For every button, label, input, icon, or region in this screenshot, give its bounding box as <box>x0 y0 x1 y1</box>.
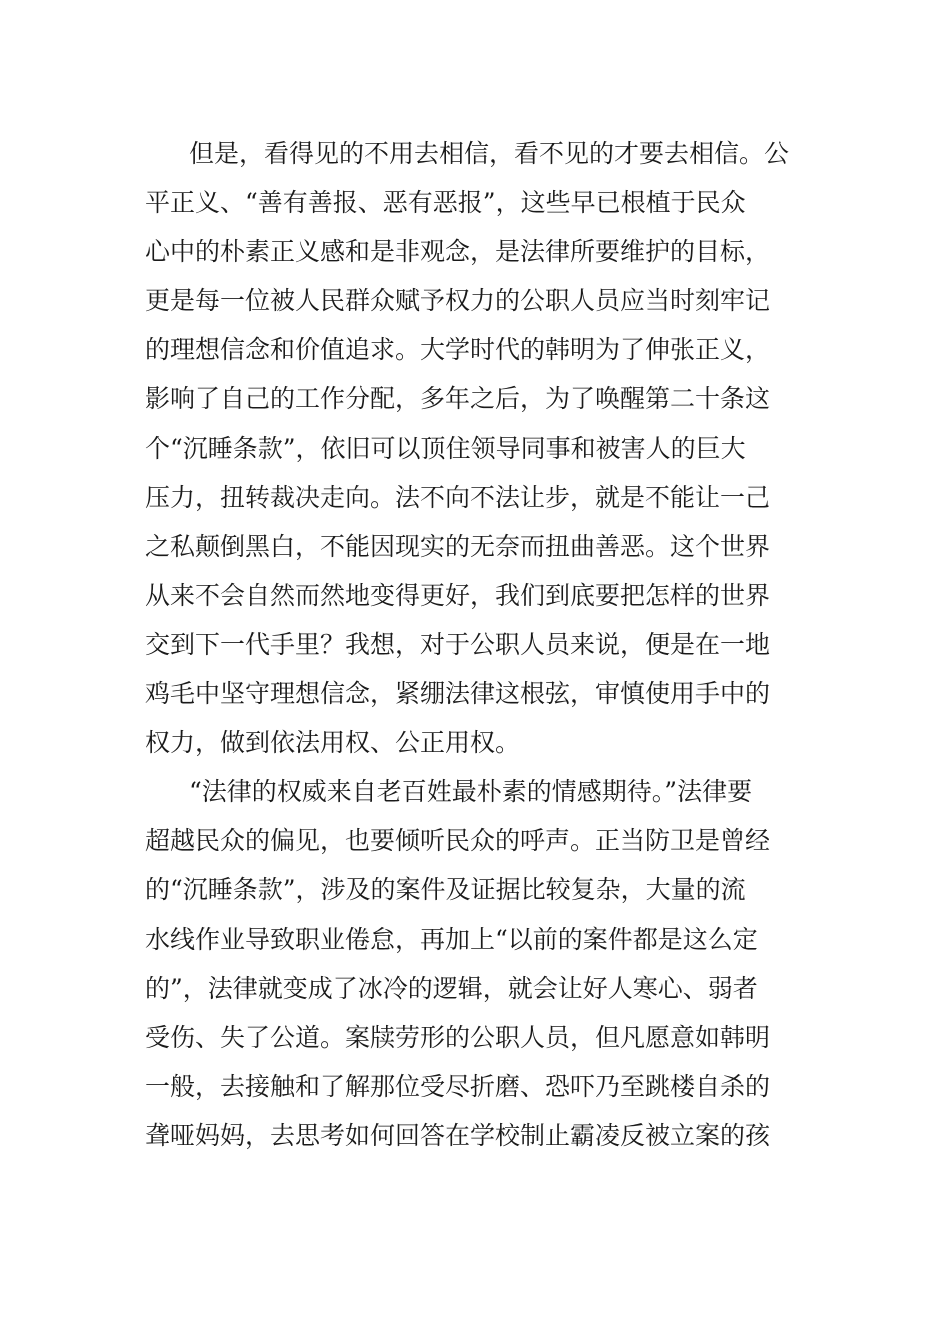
text-line: 鸡毛中坚守理想信念，紧绷法律这根弦，审慎使用手中的 <box>145 679 771 709</box>
text-line: 之私颠倒黑白，不能因现实的无奈而扭曲善恶。这个世界 <box>145 531 771 561</box>
text-line: 从来不会自然而然地变得更好，我们到底要把怎样的世界 <box>145 580 771 610</box>
text-line: 的理想信念和价值追求。大学时代的韩明为了伸张正义， <box>145 335 771 365</box>
text-line: 平正义、“善有善报、恶有恶报”，这些早已根植于民众 <box>145 188 746 218</box>
text-line: 但是，看得见的不用去相信，看不见的才要去相信。公 <box>189 139 790 168</box>
text-line: 受伤、失了公道。案牍劳形的公职人员，但凡愿意如韩明 <box>145 1022 771 1052</box>
text-line: “法律的权威来自老百姓最朴素的情感期待。”法律要 <box>189 777 753 807</box>
text-line: 的“沉睡条款”，涉及的案件及证据比较复杂，大量的流 <box>145 875 746 905</box>
paragraph-1 <box>145 129 805 767</box>
body-text <box>145 129 805 1160</box>
text-line: 水线作业导致职业倦怠，再加上“以前的案件都是这么定 <box>145 924 758 954</box>
text-line: 压力，扭转裁决走向。法不向不法让步，就是不能让一己 <box>145 482 771 512</box>
text-line: 超越民众的偏见，也要倾听民众的呼声。正当防卫是曾经 <box>145 826 771 856</box>
paragraph-2 <box>145 767 805 1160</box>
text-line: 聋哑妈妈，去思考如何回答在学校制止霸凌反被立案的孩 <box>145 1120 771 1150</box>
text-line: 交到下一代手里？我想，对于公职人员来说，便是在一地 <box>145 629 771 659</box>
text-line: 一般，去接触和了解那位受尽折磨、恐吓乃至跳楼自杀的 <box>145 1071 771 1101</box>
text-line: 影响了自己的工作分配，多年之后，为了唤醒第二十条这 <box>145 384 771 414</box>
text-line: 心中的朴素正义感和是非观念，是法律所要维护的目标， <box>145 237 771 267</box>
text-line: 权力，做到依法用权、公正用权。 <box>145 728 521 758</box>
text-line: 个“沉睡条款”，依旧可以顶住领导同事和被害人的巨大 <box>145 433 746 463</box>
text-line: 更是每一位被人民群众赋予权力的公职人员应当时刻牢记 <box>145 286 771 316</box>
text-line: 的”，法律就变成了冰冷的逻辑，就会让好人寒心、弱者 <box>145 973 758 1003</box>
